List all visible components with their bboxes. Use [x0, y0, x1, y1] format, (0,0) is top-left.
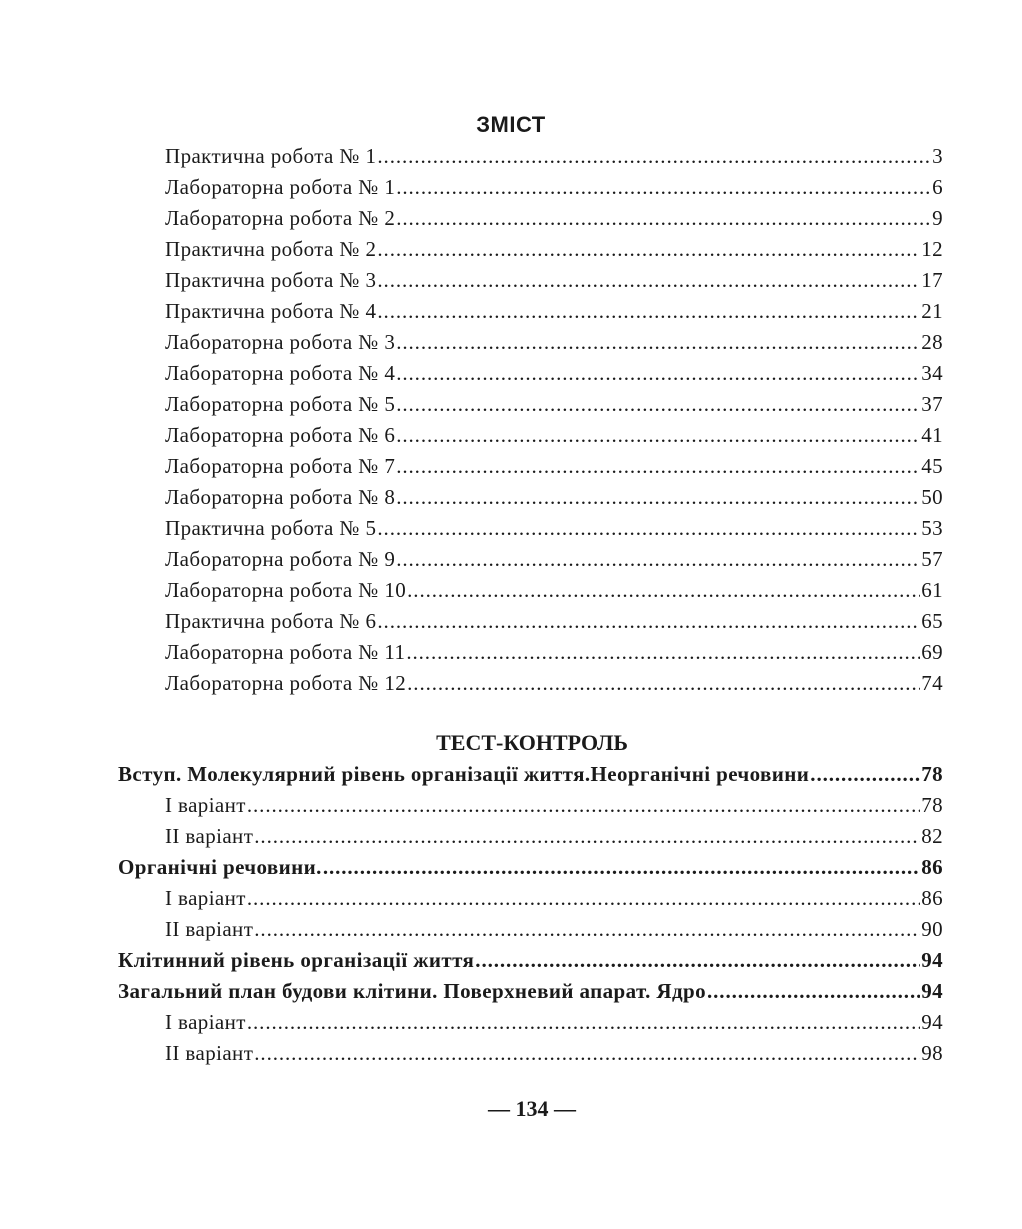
test-variant-entry — [0, 821, 1022, 852]
toc-entry — [0, 358, 1022, 389]
dot-leader — [396, 358, 920, 389]
dot-leader — [407, 668, 920, 699]
toc-entry-title: Практична робота № 6 — [165, 609, 377, 633]
dot-leader — [396, 327, 920, 358]
test-entry-page: 78 — [921, 793, 943, 817]
dot-leader — [377, 141, 931, 172]
toc-entry-page: 21 — [921, 299, 943, 323]
dot-leader — [377, 234, 920, 265]
toc-entry-title: Лабораторна робота № 7 — [165, 454, 396, 478]
toc-entry-title: Лабораторна робота № 9 — [165, 547, 396, 571]
test-entry-title: Органічні речовини. — [118, 855, 322, 879]
test-entry-page: 82 — [921, 824, 943, 848]
test-entry-title: Клітинний рівень організації життя — [118, 948, 475, 972]
dot-leader — [396, 544, 920, 575]
test-entry-page: 78 — [921, 762, 943, 786]
test-entry-page: 94 — [921, 1010, 943, 1034]
test-section-entry — [0, 976, 1022, 1007]
toc-list — [0, 141, 1022, 699]
test-section-entry — [0, 759, 1022, 790]
toc-entry-page: 69 — [921, 640, 943, 664]
dot-leader — [707, 976, 920, 1007]
toc-entry-page: 17 — [921, 268, 943, 292]
toc-entry — [0, 296, 1022, 327]
toc-entry-page: 41 — [921, 423, 943, 447]
toc-entry — [0, 668, 1022, 699]
dot-leader — [254, 914, 920, 945]
toc-entry — [0, 141, 1022, 172]
toc-entry-title: Лабораторна робота № 8 — [165, 485, 396, 509]
test-section-entry — [0, 852, 1022, 883]
test-entry-page: 86 — [921, 886, 943, 910]
toc-entry — [0, 420, 1022, 451]
test-entry-title: ІІ варіант — [165, 1041, 254, 1065]
toc-entry — [0, 637, 1022, 668]
dot-leader — [396, 172, 931, 203]
dot-leader — [396, 203, 931, 234]
test-variant-entry — [0, 1038, 1022, 1069]
toc-entry — [0, 544, 1022, 575]
test-entry-title: Загальний план будови клітини. Поверхневий апарат. Ядро — [118, 979, 706, 1003]
toc-entry-page: 61 — [921, 578, 943, 602]
dot-leader — [396, 389, 920, 420]
test-entry-title: І варіант — [165, 886, 246, 910]
dot-leader — [247, 790, 920, 821]
dot-leader — [377, 513, 920, 544]
test-entry-title: ІІ варіант — [165, 917, 254, 941]
toc-entry — [0, 482, 1022, 513]
test-entry-page: 86 — [921, 855, 943, 879]
toc-entry-title: Практична робота № 4 — [165, 299, 377, 323]
dot-leader — [407, 575, 920, 606]
toc-entry-title: Лабораторна робота № 3 — [165, 330, 396, 354]
dot-leader — [254, 821, 920, 852]
dot-leader — [377, 606, 920, 637]
dot-leader — [396, 451, 920, 482]
dot-leader — [377, 265, 920, 296]
test-entry-page: 94 — [921, 979, 943, 1003]
toc-entry-page: 45 — [921, 454, 943, 478]
toc-entry-title: Лабораторна робота № 4 — [165, 361, 396, 385]
toc-heading: ЗМІСТ — [476, 112, 546, 137]
test-entry-page: 94 — [921, 948, 943, 972]
toc-entry-title: Лабораторна робота № 10 — [165, 578, 407, 602]
toc-entry-page: 65 — [921, 609, 943, 633]
page-number: — 134 — — [488, 1096, 576, 1121]
toc-entry-title: Лабораторна робота № 11 — [165, 640, 406, 664]
test-entry-title: ІІ варіант — [165, 824, 254, 848]
test-heading: ТЕСТ-КОНТРОЛЬ — [436, 730, 628, 755]
test-entry-page: 98 — [921, 1041, 943, 1065]
dot-leader — [475, 945, 920, 976]
dot-leader — [396, 482, 920, 513]
test-entry-page: 90 — [921, 917, 943, 941]
dot-leader — [323, 852, 920, 883]
toc-entry-title: Лабораторна робота № 5 — [165, 392, 396, 416]
dot-leader — [247, 1007, 920, 1038]
toc-entry — [0, 234, 1022, 265]
toc-entry — [0, 203, 1022, 234]
dot-leader — [377, 296, 920, 327]
test-variant-entry — [0, 1007, 1022, 1038]
toc-entry-page: 6 — [932, 175, 943, 199]
toc-entry — [0, 389, 1022, 420]
toc-entry — [0, 606, 1022, 637]
test-entry-title: І варіант — [165, 1010, 246, 1034]
toc-entry-page: 37 — [921, 392, 943, 416]
test-variant-entry — [0, 790, 1022, 821]
toc-entry — [0, 451, 1022, 482]
toc-entry-page: 9 — [932, 206, 943, 230]
toc-entry-title: Лабораторна робота № 2 — [165, 206, 396, 230]
test-list — [0, 759, 1022, 1069]
toc-entry-title: Практична робота № 1 — [165, 144, 377, 168]
test-variant-entry — [0, 883, 1022, 914]
toc-entry — [0, 172, 1022, 203]
toc-entry-page: 74 — [921, 671, 943, 695]
toc-entry-page: 57 — [921, 547, 943, 571]
toc-entry — [0, 327, 1022, 358]
toc-entry-page: 28 — [921, 330, 943, 354]
toc-entry — [0, 513, 1022, 544]
test-entry-title: Вступ. Молекулярний рівень організації життя.Неорганічні речовини — [118, 762, 810, 786]
test-section-entry — [0, 945, 1022, 976]
toc-entry-page: 3 — [932, 144, 943, 168]
toc-entry-page: 34 — [921, 361, 943, 385]
dot-leader — [810, 759, 920, 790]
toc-entry — [0, 575, 1022, 606]
toc-entry-title: Практична робота № 3 — [165, 268, 377, 292]
test-variant-entry — [0, 914, 1022, 945]
toc-entry-title: Практична робота № 5 — [165, 516, 377, 540]
toc-entry-page: 50 — [921, 485, 943, 509]
dot-leader — [247, 883, 920, 914]
toc-entry-title: Лабораторна робота № 12 — [165, 671, 407, 695]
toc-entry-title: Лабораторна робота № 6 — [165, 423, 396, 447]
dot-leader — [406, 637, 920, 668]
toc-entry-page: 12 — [921, 237, 943, 261]
dot-leader — [254, 1038, 920, 1069]
test-entry-title: І варіант — [165, 793, 246, 817]
toc-entry-page: 53 — [921, 516, 943, 540]
toc-entry-title: Практична робота № 2 — [165, 237, 377, 261]
dot-leader — [396, 420, 920, 451]
toc-entry — [0, 265, 1022, 296]
toc-entry-title: Лабораторна робота № 1 — [165, 175, 396, 199]
